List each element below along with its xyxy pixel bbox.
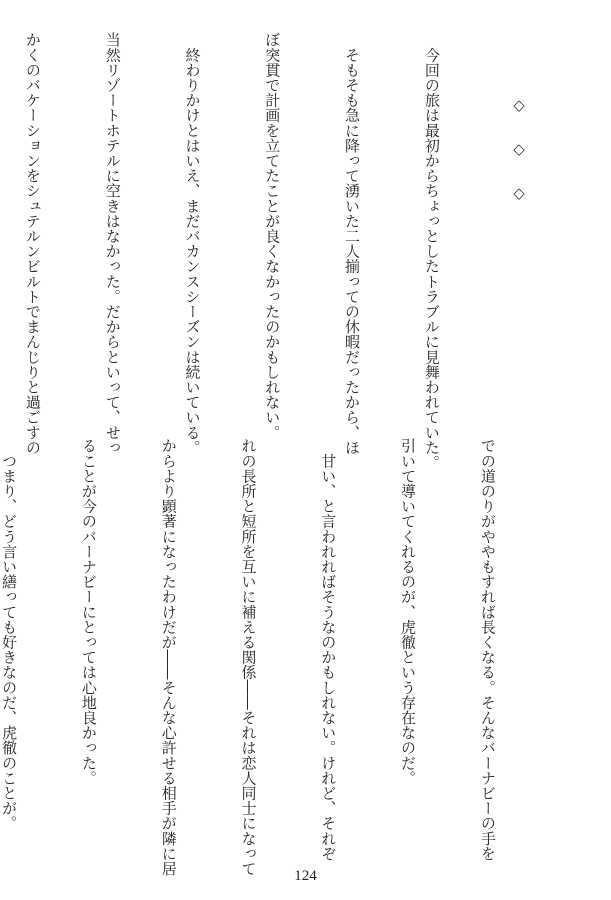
text-line: れの長所と短所を互いに補える関係――それは恋人同士になって <box>239 438 258 876</box>
text-line: での道のりがややもすれば長くなる。そんなバーナビーの手を <box>478 438 497 861</box>
text-line: かくのバケーションをシュテルンビルトでまんじりと過ごすの <box>23 32 42 455</box>
text-line: 今回の旅は最初からちょっとしたトラブルに見舞われていた。 <box>422 32 441 470</box>
text-line: 終わりかけとはいえ、まだバカンスシーズンは続いている。 <box>183 32 202 455</box>
text-line: 当然リゾートホテルに空きはなかった。だからといって、せっ <box>103 32 122 455</box>
text-line: ぼ突貫で計画を立てたことが良くなかったのかもしれない。 <box>263 32 282 440</box>
text-line: そもそも急に降って湧いた二人揃っての休暇だったから、ほ <box>343 32 362 455</box>
text-line: つまり、どう言い繕っても好きなのだ、虎徹のことが。 <box>0 438 19 831</box>
text-line: 引いて導いてくれるのが、虎徹という存在なのだ。 <box>399 438 418 786</box>
text-line: ることが今のバーナビーにとっては心地良かった。 <box>79 438 98 786</box>
page-number: 124 <box>294 868 317 884</box>
text-line: 甘い、と言われればそうなのかもしれない。けれど、それぞ <box>319 438 338 861</box>
upper-text-block <box>23 32 498 470</box>
text-line: からより顕著になったわけだが――そんな心許せる相手が隣に居 <box>159 438 178 876</box>
section-break-diamonds: ◇◇◇ <box>510 96 528 228</box>
